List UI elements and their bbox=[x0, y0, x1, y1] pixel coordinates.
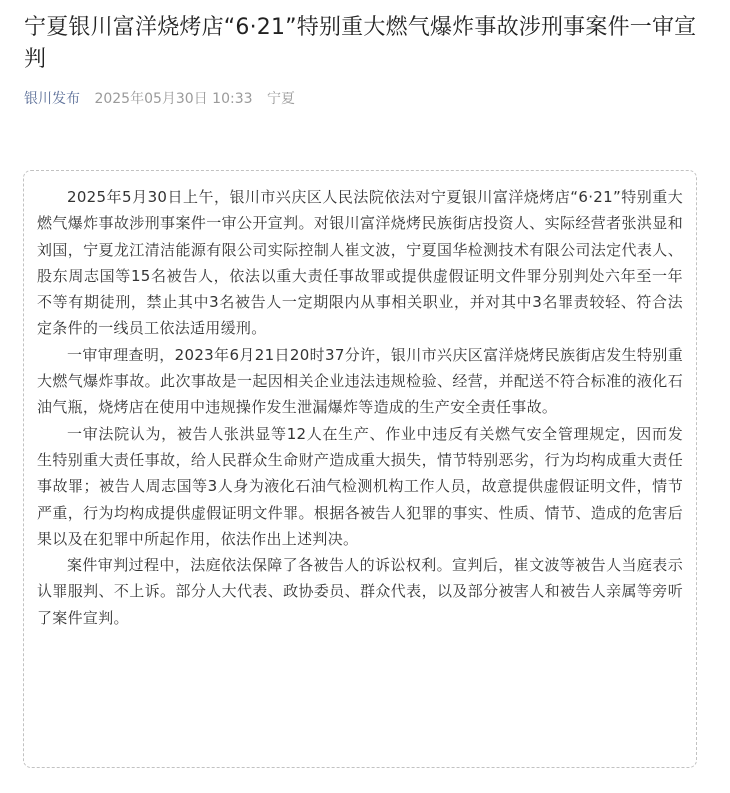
paragraph-3: 一审法院认为，被告人张洪显等12人在生产、作业中违反有关燃气安全管理规定，因而发生特别重大责任事故，给人民群众生命财产造成重大损失，情节特别恶劣，行为均构成重大责任事故罪；被告人周志国等3人身为液化石油气检测机构工作人员，故意提供虚假证明文件，情节严重，行为均构成提供虚假证明文件罪。根据各被告人犯罪的事实、性质、情节、造成的危害后果以及在犯罪中所起作用，依法作出上述判决。 bbox=[37, 424, 683, 548]
source-link[interactable]: 银川发布 bbox=[24, 91, 80, 107]
paragraph-1: 2025年5月30日上午，银川市兴庆区人民法院依法对宁夏银川富洋烧烤店“6·21”特别重大燃气爆炸事故涉刑事案件一审公开宣判。对银川富洋烧烤民族街店投资人、实际经营者张洪显和刘国，宁夏龙江清洁能源有限公司实际控制人崔文波，宁夏国华检测技术有限公司法定代表人、股东周志国等15名被告人，依法以重大责任事故罪或提供虚假证明文件罪分别判处六年至一年不等有期徒刑，禁止其中3名被告人一定期限内从事相关职业，并对其中3名罪责较轻、符合法定条件的一线员工依法适用缓刑。 bbox=[37, 188, 683, 338]
article-meta bbox=[24, 88, 295, 110]
paragraph-2: 一审审理查明，2023年6月21日20时37分许，银川市兴庆区富洋烧烤民族街店发生特别重大燃气爆炸事故。此次事故是一起因相关企业违法违规检验、经营，并配送不符合标准的液化石油气瓶，烧烤店在使用中违规操作发生泄漏爆炸等造成的生产安全责任事故。 bbox=[37, 345, 683, 417]
article-body bbox=[23, 170, 697, 768]
paragraph-4: 案件审判过程中，法庭依法保障了各被告人的诉讼权利。宣判后，崔文波等被告人当庭表示认罪服判、不上诉。部分人大代表、政协委员、群众代表，以及部分被害人和被告人亲属等旁听了案件宣判。 bbox=[37, 556, 683, 627]
region-label: 宁夏 bbox=[266, 91, 295, 107]
article-title: 宁夏银川富洋烧烤店“6·21”特别重大燃气爆炸事故涉刑事案件一审宣判 bbox=[24, 15, 697, 72]
publish-time: 2025年05月30日 10:33 bbox=[94, 91, 253, 107]
